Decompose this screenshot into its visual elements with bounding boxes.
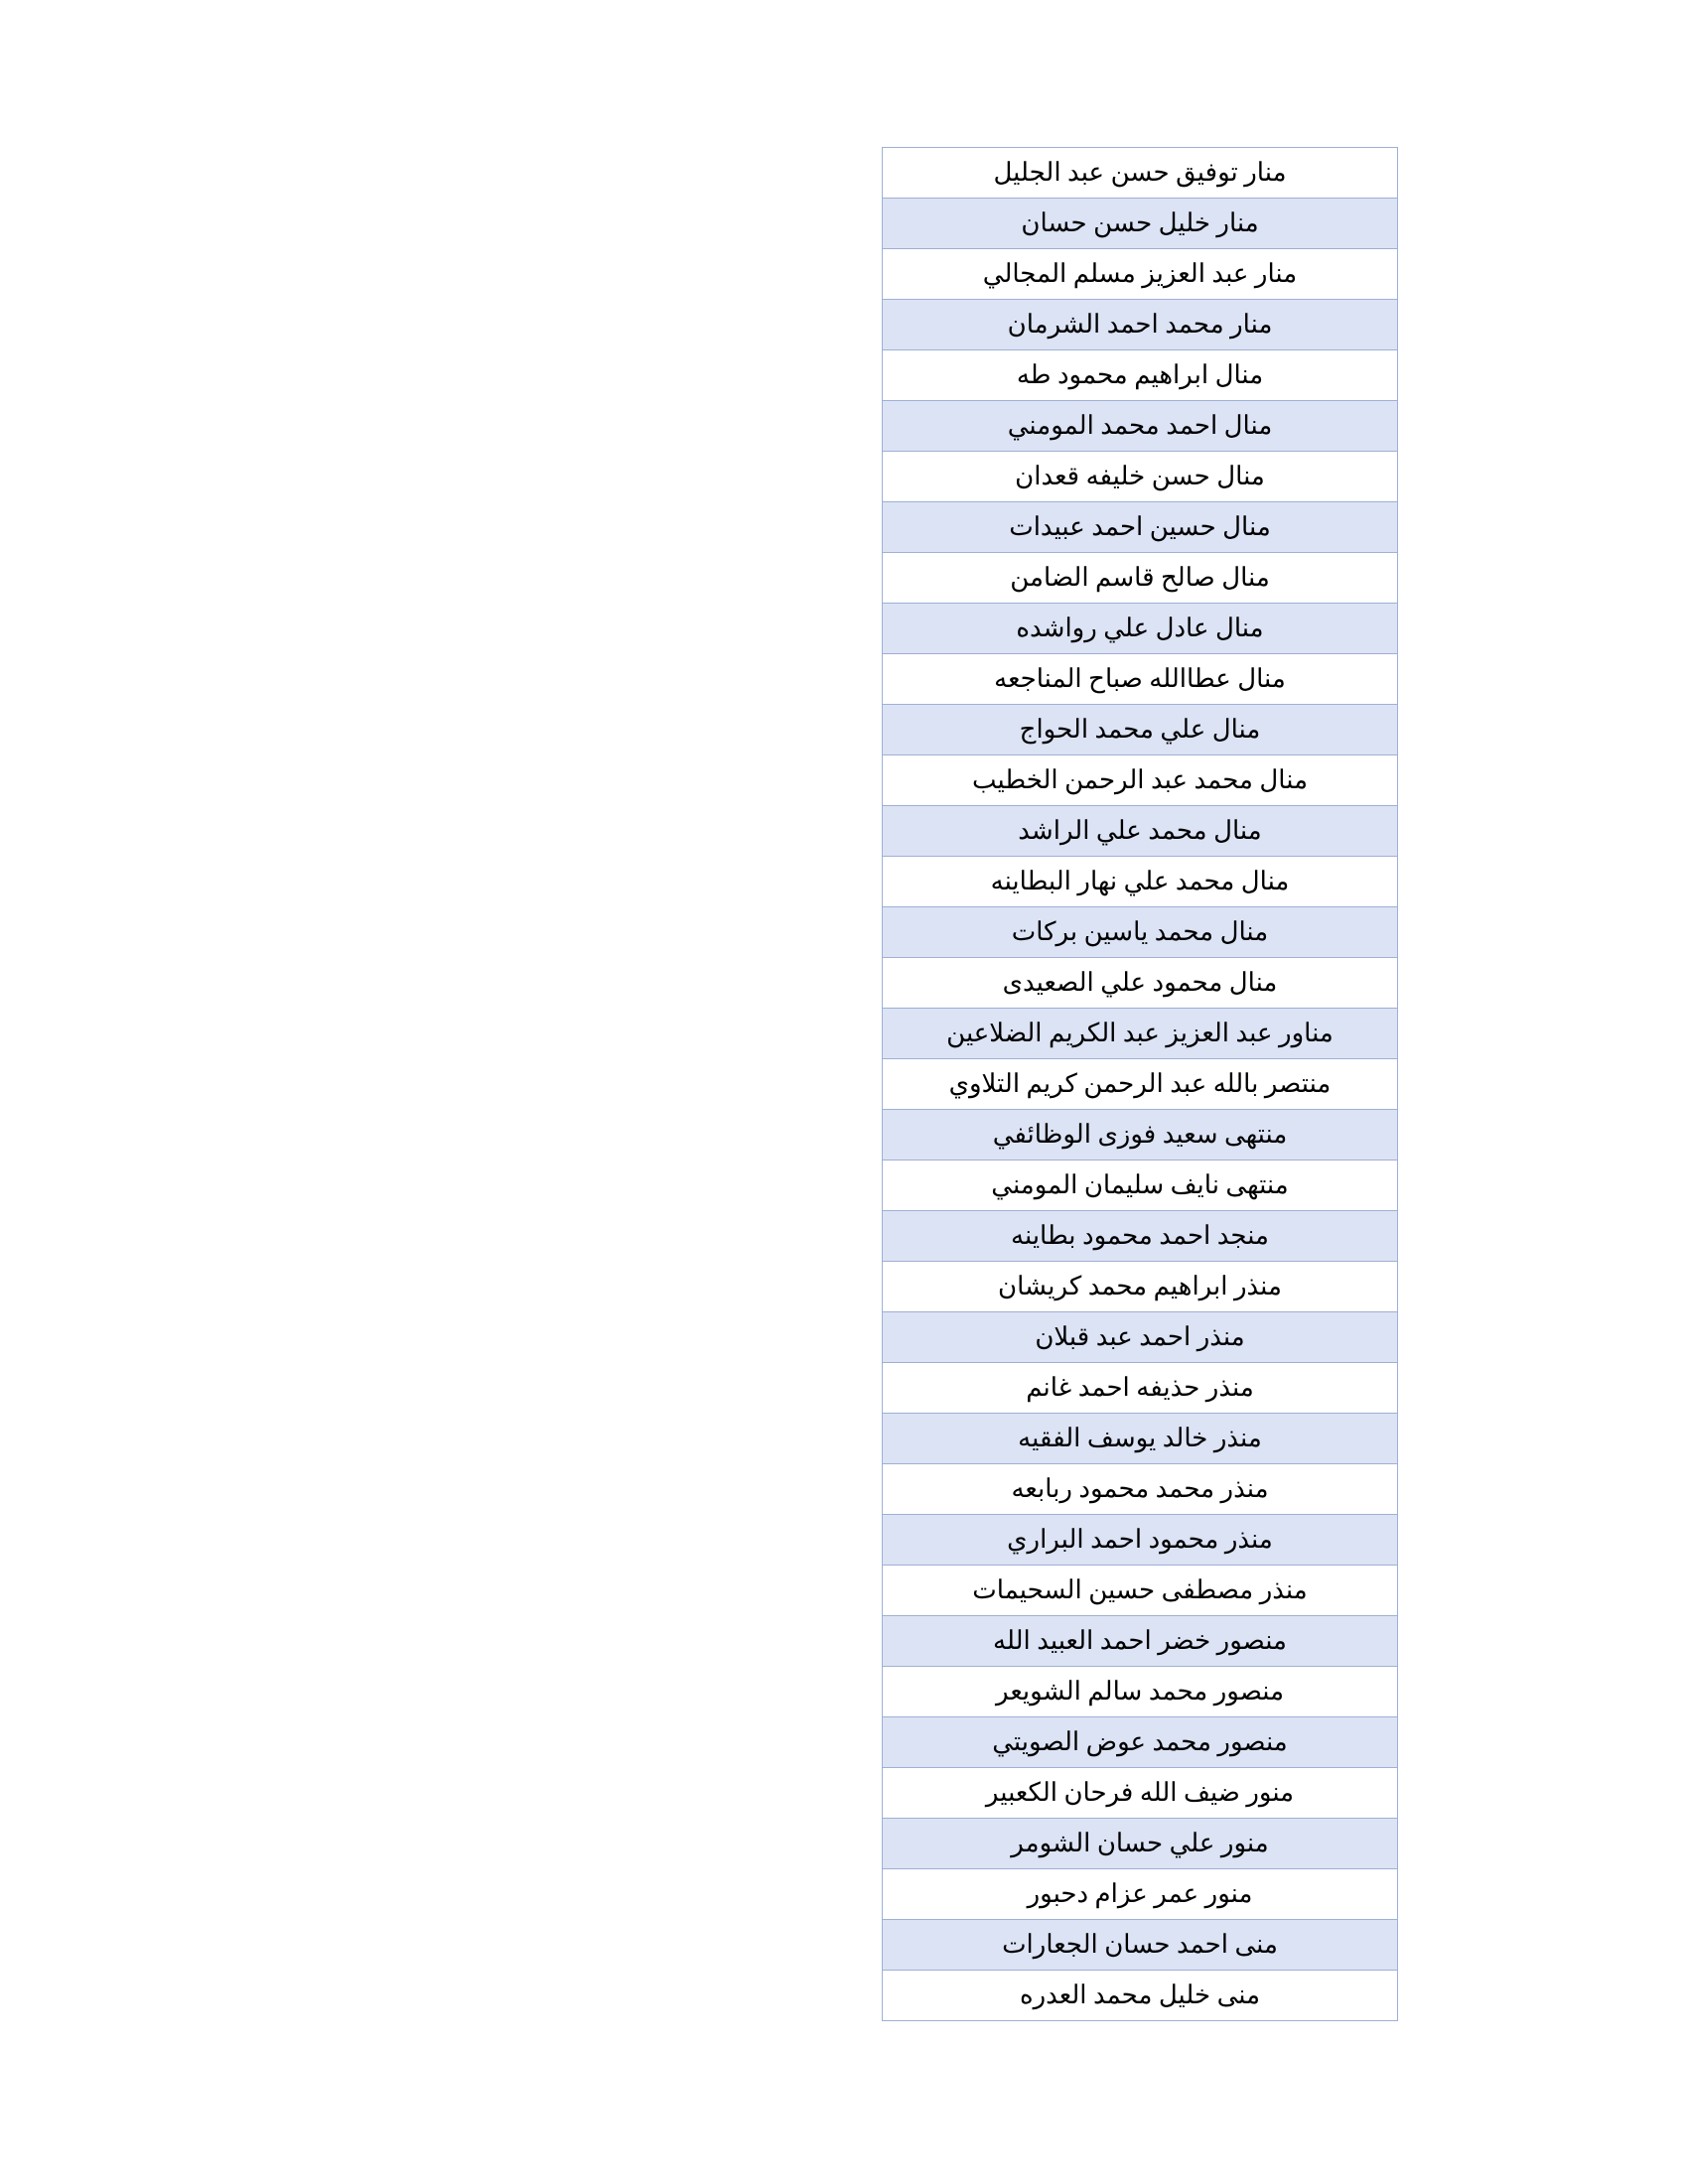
name-cell: منال محمد علي الراشد — [883, 806, 1398, 857]
name-cell: منور ضيف الله فرحان الكعبير — [883, 1768, 1398, 1819]
table-row[interactable] — [883, 958, 1398, 1009]
table-row[interactable] — [883, 1920, 1398, 1971]
name-cell: منصور محمد سالم الشويعر — [883, 1667, 1398, 1717]
table-row[interactable] — [883, 1211, 1398, 1262]
name-cell: منار عبد العزيز مسلم المجالي — [883, 249, 1398, 300]
table-row[interactable] — [883, 300, 1398, 350]
name-cell: منور عمر عزام دحبور — [883, 1869, 1398, 1920]
name-cell: منال احمد محمد المومني — [883, 401, 1398, 452]
table-row[interactable] — [883, 502, 1398, 553]
name-cell: منتصر بالله عبد الرحمن كريم التلاوي — [883, 1059, 1398, 1110]
name-cell: منى احمد حسان الجعارات — [883, 1920, 1398, 1971]
name-cell: منذر حذيفه احمد غانم — [883, 1363, 1398, 1414]
table-row[interactable] — [883, 1566, 1398, 1616]
table-row[interactable] — [883, 350, 1398, 401]
name-cell: منال حسن خليفه قعدان — [883, 452, 1398, 502]
names-table-body — [883, 148, 1398, 2021]
name-cell: منال حسين احمد عبيدات — [883, 502, 1398, 553]
table-row[interactable] — [883, 705, 1398, 755]
names-table-container — [882, 147, 1398, 2021]
name-cell: مناور عبد العزيز عبد الكريم الضلاعين — [883, 1009, 1398, 1059]
table-row[interactable] — [883, 148, 1398, 199]
name-cell: منار محمد احمد الشرمان — [883, 300, 1398, 350]
name-cell: منصور خضر احمد العبيد الله — [883, 1616, 1398, 1667]
name-cell: منذر ابراهيم محمد كريشان — [883, 1262, 1398, 1312]
table-row[interactable] — [883, 1312, 1398, 1363]
table-row[interactable] — [883, 1667, 1398, 1717]
name-cell: منصور محمد عوض الصويتي — [883, 1717, 1398, 1768]
table-row[interactable] — [883, 1869, 1398, 1920]
name-cell: منذر احمد عبد قبلان — [883, 1312, 1398, 1363]
name-cell: منتهى نايف سليمان المومني — [883, 1160, 1398, 1211]
name-cell: منتهى سعيد فوزى الوظائفي — [883, 1110, 1398, 1160]
table-row[interactable] — [883, 806, 1398, 857]
name-cell: منجد احمد محمود بطاينه — [883, 1211, 1398, 1262]
table-row[interactable] — [883, 907, 1398, 958]
table-row[interactable] — [883, 654, 1398, 705]
table-row[interactable] — [883, 1363, 1398, 1414]
table-row[interactable] — [883, 1110, 1398, 1160]
table-row[interactable] — [883, 1414, 1398, 1464]
name-cell: منذر محمود احمد البراري — [883, 1515, 1398, 1566]
table-row[interactable] — [883, 1768, 1398, 1819]
name-cell: منذر مصطفى حسين السحيمات — [883, 1566, 1398, 1616]
table-row[interactable] — [883, 452, 1398, 502]
table-row[interactable] — [883, 1059, 1398, 1110]
names-list-table — [882, 147, 1398, 2021]
table-row[interactable] — [883, 1262, 1398, 1312]
table-row[interactable] — [883, 1819, 1398, 1869]
table-row[interactable] — [883, 857, 1398, 907]
table-row[interactable] — [883, 1464, 1398, 1515]
table-row[interactable] — [883, 1009, 1398, 1059]
name-cell: منال عادل علي رواشده — [883, 604, 1398, 654]
table-row[interactable] — [883, 249, 1398, 300]
name-cell: منال صالح قاسم الضامن — [883, 553, 1398, 604]
name-cell: منذر محمد محمود ربابعه — [883, 1464, 1398, 1515]
name-cell: منال ابراهيم محمود طه — [883, 350, 1398, 401]
name-cell: منال عطاالله صباح المناجعه — [883, 654, 1398, 705]
table-row[interactable] — [883, 199, 1398, 249]
table-row[interactable] — [883, 755, 1398, 806]
name-cell: منذر خالد يوسف الفقيه — [883, 1414, 1398, 1464]
name-cell: منال محمود علي الصعيدى — [883, 958, 1398, 1009]
name-cell: منور علي حسان الشومر — [883, 1819, 1398, 1869]
name-cell: منار خليل حسن حسان — [883, 199, 1398, 249]
name-cell: منال محمد علي نهار البطاينه — [883, 857, 1398, 907]
name-cell: منى خليل محمد العدره — [883, 1971, 1398, 2021]
name-cell: منار توفيق حسن عبد الجليل — [883, 148, 1398, 199]
name-cell: منال علي محمد الحواج — [883, 705, 1398, 755]
name-cell: منال محمد ياسين بركات — [883, 907, 1398, 958]
table-row[interactable] — [883, 401, 1398, 452]
table-row[interactable] — [883, 553, 1398, 604]
table-row[interactable] — [883, 1717, 1398, 1768]
table-row[interactable] — [883, 604, 1398, 654]
table-row[interactable] — [883, 1616, 1398, 1667]
name-cell: منال محمد عبد الرحمن الخطيب — [883, 755, 1398, 806]
table-row[interactable] — [883, 1515, 1398, 1566]
table-row[interactable] — [883, 1971, 1398, 2021]
table-row[interactable] — [883, 1160, 1398, 1211]
